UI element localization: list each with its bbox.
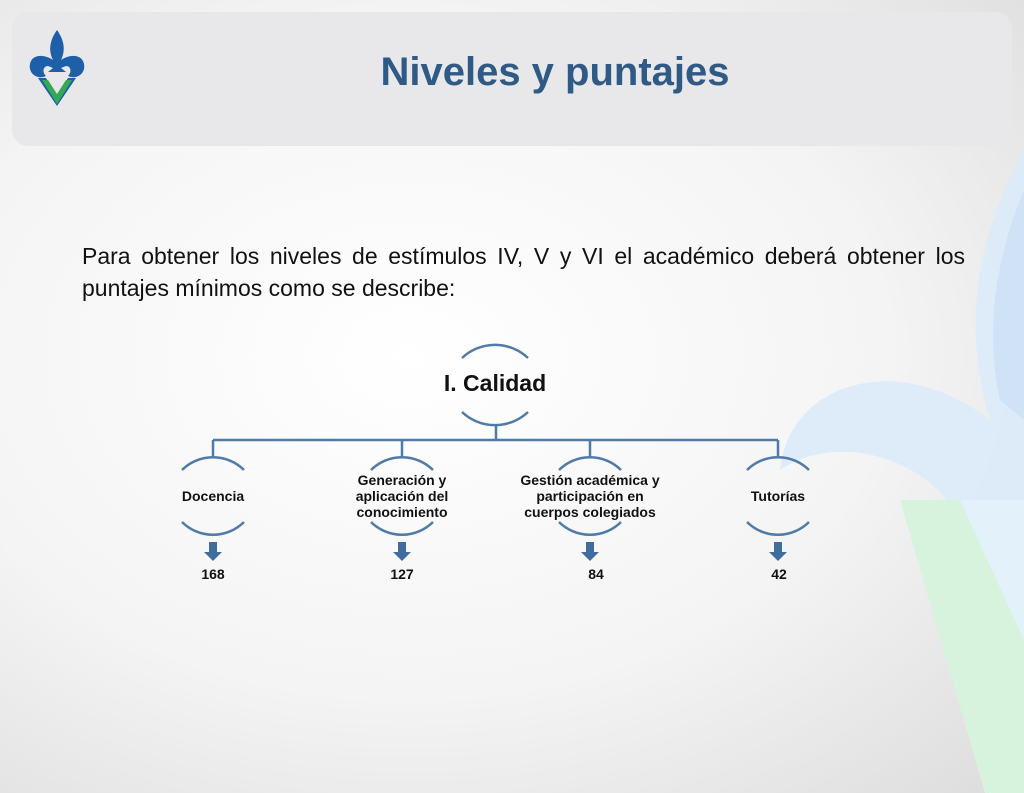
score-docencia: 168	[201, 566, 225, 582]
score-gestion: 84	[588, 566, 604, 582]
diagram-node-gestion: Gestión académica y participación en cuerpos colegiados	[520, 472, 660, 520]
down-arrow-icon	[393, 542, 411, 561]
score-generacion: 127	[390, 566, 414, 582]
down-arrow-icon	[581, 542, 599, 561]
down-arrow-icon	[769, 542, 787, 561]
intro-paragraph: Para obtener los niveles de estímulos IV, V y VI el académico deberá obtener los puntajes mínimos como se describe:	[82, 243, 965, 301]
slide-title: Niveles y puntajes	[380, 50, 730, 94]
diagram-root-node: I. Calidad	[443, 370, 547, 396]
root-arc-bottom	[462, 412, 528, 425]
diagram-node-generacion: Generación y aplicación del conocimiento	[355, 472, 449, 520]
diagram-node-docencia: Docencia	[181, 488, 245, 504]
score-tutorias: 42	[771, 566, 787, 582]
diagram-node-tutorias: Tutorías	[750, 488, 806, 504]
root-arc-top	[462, 345, 528, 358]
down-arrow-icon	[204, 542, 222, 561]
